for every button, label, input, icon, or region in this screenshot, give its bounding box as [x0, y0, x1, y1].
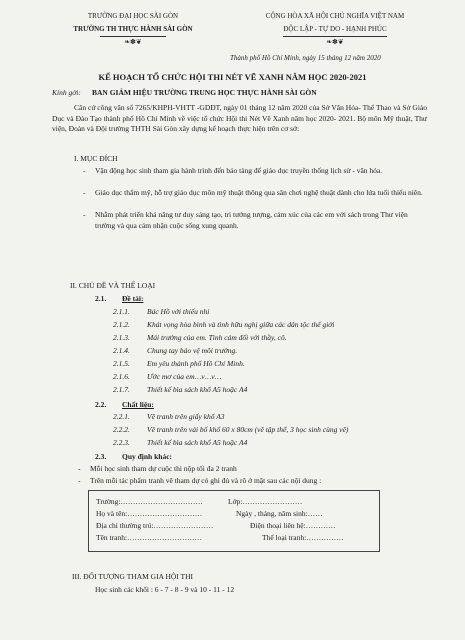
topic-number: 2.1.6. [113, 372, 130, 381]
material-text: Vẽ tranh trên giấy khổ A3 [147, 412, 225, 421]
ornament-left: ❧✽❦ [124, 38, 142, 46]
field-address: Địa chỉ thường trú:…………………… [96, 521, 214, 530]
section-1-bullet: - Giáo dục thẩm mỹ, hỗ trợ giáo dục môn mỹ thuật thông qua sân chơi nghệ thuật dành cho lứa tuổi thiếu niên. [83, 188, 423, 197]
section-2-heading: II. CHỦ ĐỀ VÀ THỂ LOẠI [70, 281, 156, 290]
material-text: Vẽ tranh trên vải bố khổ 60 x 80cm (vẽ tập thể, 3 học sinh cùng vẽ) [147, 425, 349, 434]
school-parent-name: TRƯỜNG ĐẠI HỌC SÀI GÒN [87, 12, 179, 20]
sub-2-3-title: Quy định khác: [122, 452, 173, 461]
material-text: Thiết kế bìa sách khổ A5 hoặc A4 [147, 438, 248, 447]
topic-number: 2.1.1. [113, 307, 130, 316]
material-number: 2.2.3. [113, 438, 130, 447]
sub-2-1-label: 2.1. [95, 294, 107, 303]
section-3-heading: III. ĐỐI TƯỢNG THAM GIA HỘI THI [72, 572, 194, 581]
sub-2-2-title: Chất liệu: [122, 400, 154, 409]
topic-text: Thiết kế bìa sách khổ A5 hoặc A4 [147, 385, 248, 394]
field-school: Trường:…………………………… [96, 497, 203, 506]
field-artwork-title: Tên tranh:………………………… [96, 533, 203, 542]
rule-bullet: - Mỗi học sinh tham dự cuộc thi nộp tối đa 2 tranh [78, 464, 237, 473]
motto-underline [283, 36, 387, 37]
field-class: Lớp:…………………… [228, 497, 303, 506]
section-1-heading: I. MỤC ĐÍCH [74, 154, 118, 163]
field-artwork-genre: Thể loại tranh:…………… [262, 533, 344, 542]
intro-paragraph: Căn cứ công văn số 7265/KHPH-VHTT -GDĐT, ngày 01 tháng 12 năm 2020 của Sở Văn Hóa- Thể Thao và Sở Giáo Dục và Đào Tạo thành phố Hồ Chí Minh về việc tổ chức Hội thi Nét Vẽ Xanh năm học 2020- 2021. Bộ môn Mỹ thuật, Thư viện, Đoàn và Đội trường THTH Sài Gòn xây dựng kế hoạch thực hiện trên cơ sở: [52, 103, 427, 133]
section-3-text: Học sinh các khối : 6 - 7 - 8 - 9 và 10 - 11 - 12 [95, 585, 235, 594]
topic-text: Bác Hồ với thiếu nhi [147, 307, 210, 316]
topic-number: 2.1.2. [113, 320, 130, 329]
material-number: 2.2.2. [113, 425, 130, 434]
field-birth-date: Ngày , tháng, năm sinh:…… [236, 509, 323, 518]
sub-2-2-label: 2.2. [95, 400, 107, 409]
recipient-label: Kính gởi: [52, 88, 81, 97]
topic-text: Em yêu thành phố Hồ Chí Minh. [147, 359, 245, 368]
document-title: KẾ HOẠCH TỔ CHỨC HỘI THI NÉT VẼ XANH NĂM HỌC 2020-2021 [98, 72, 367, 82]
topic-text: Khát vọng hòa bình và tình hữu nghị giữa các dân tộc thế giới [147, 320, 335, 329]
rule-bullet: - Trên mỗi tác phẩm tranh vẽ tham dự có ghi đủ và rõ ở mặt sau các nội dung : [78, 476, 322, 485]
topic-number: 2.1.5. [113, 359, 130, 368]
topic-number: 2.1.4. [113, 346, 130, 355]
place-date: Thành phố Hồ Chí Minh, ngày 15 tháng 12 năm 2020 [230, 54, 381, 62]
topic-number: 2.1.7. [113, 385, 130, 394]
material-number: 2.2.1. [113, 412, 130, 421]
topic-text: Mái trường của em. Tình cảm đối với thầy, cô. [147, 333, 287, 342]
field-full-name: Họ và tên:………………………… [96, 509, 203, 518]
section-1-bullet: - Vận động học sinh tham gia hành trình đến bảo tàng để giáo dục truyền thống lịch sử - văn hóa. [83, 166, 383, 175]
country-name: CỘNG HÒA XÃ HỘI CHỦ NGHĨA VIỆT NAM [265, 12, 405, 20]
section-1-bullet: - Nhằm phát triển khả năng tư duy sáng tạo, tri tưởng tượng, cảm xúc của các em với sách trong Thư viện trường và qua cảm nhận cuộc sống xung quanh. [83, 210, 408, 230]
topic-number: 2.1.3. [113, 333, 130, 342]
topic-text: Ước mơ của em…v…v… [147, 372, 222, 381]
sub-2-1-title: Đề tài: [122, 294, 144, 303]
school-underline [100, 36, 166, 37]
field-phone: Điện thoại liên hệ:………… [250, 521, 336, 530]
ornament-right: ❧✽❦ [326, 38, 344, 46]
topic-text: Chung tay bảo vệ môi trường. [147, 346, 238, 355]
sub-2-3-label: 2.3. [95, 452, 107, 461]
national-motto: ĐỘC LẬP - TỰ DO - HẠNH PHÚC [283, 25, 387, 33]
school-name: TRƯỜNG TH THỰC HÀNH SÀI GÒN [73, 25, 193, 33]
recipient-text: BAN GIÁM HIỆU TRƯỜNG TRUNG HỌC THỰC HÀNH SÀI GÒN [92, 88, 317, 97]
